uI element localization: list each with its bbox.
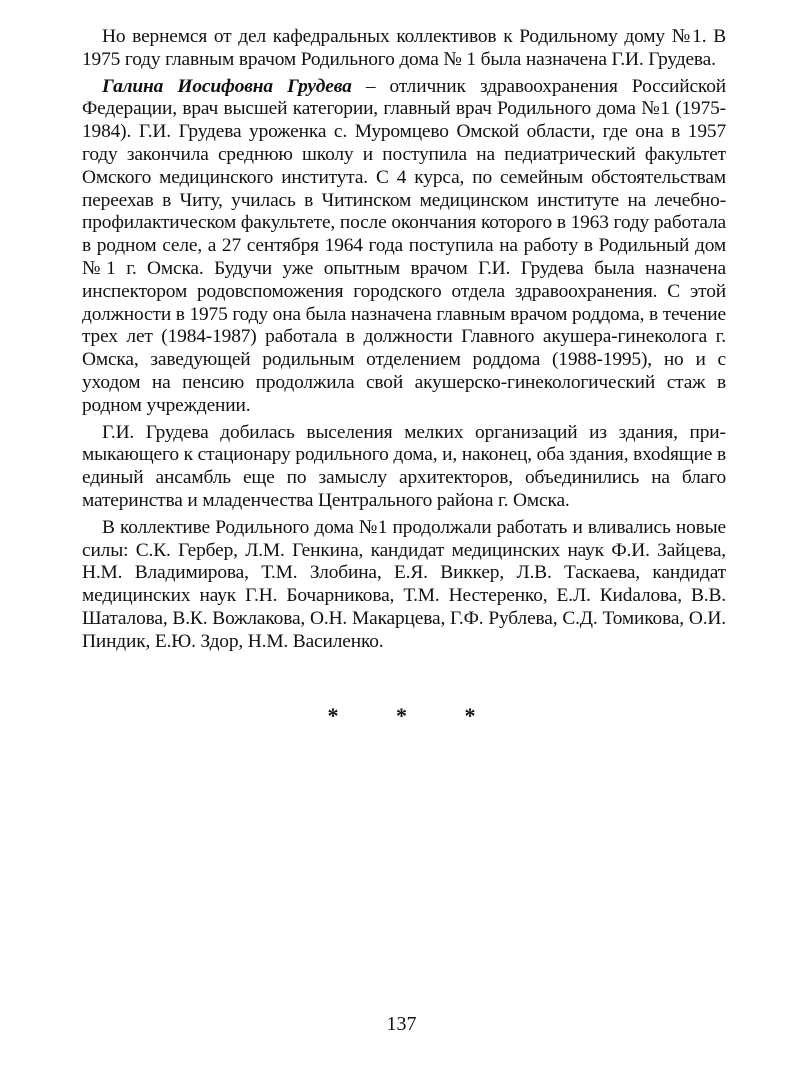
- paragraph-buildings: [82, 422, 726, 513]
- paragraph-text: В коллективе Родильного дома №1 продолжали работать и вливались новые силы: С.К. Гербер, Л.М. Генкина, кандидат медицинских наук Ф.И. Зайцева, Н.М. Владимирова, Т.М. Злобина, Е.Я. Виккер, Л.В. Таскаева, кандидат медицинских наук Г.Н. Бочарникова, Т.М. Нестеренко, Е.Л. Киdалова, В.В. Шаталова, В.К. Вожлакова, О.Н. Макарцева, Г.Ф. Рублева, С.Д. Томикова, О.И. Пиндик, Е.Ю. Здор, Н.М. Василенко.: [82, 516, 726, 652]
- section-separator: * * *: [327, 703, 502, 728]
- body-text: [82, 26, 726, 658]
- paragraph-intro: [82, 26, 726, 72]
- paragraph-text: Г.И. Грудева добилась выселения мелких организаций из здания, примыкающего к стационару родильного дома, и, наконец, оба здания, вхоdящие в единый ансамбль еще по замыслу архитекторов, объединились на благо материнства и младенчества Центрального района г. Омска.: [82, 421, 726, 511]
- paragraph-text: – отличник здравоохранения Российской Федерации, врач высшей категории, главный врач Родильного дома №1 (1975-1984). Г.И. Грудева уроженка с. Муромцево Омской области, где она в 1957 году закончила среднюю школу и поступила на педиатрический факультет Омского медицинского института. С 4 курса, по семейным обстоятельствам переехав в Читу, училась в Читинском медицинском институте на лечебно-профилактическом факультете, после окончания которого в 1963 году работала в родном селе, а 27 сентября 1964 года поступила на работу в Родильный дом №1 г. Омска. Будучи уже опытным врачом Г.И. Грудева была назначена инспектором родовспоможения городского отдела здравоохранения. С этой должности в 1975 году она была назначена главным врачом роддома, в течение трех лет (1984-1987) работала в должности Главного акушера-гинеколога г. Омска, заведующей родильным отделением роддома (1988-1995), но и с уходом на пенсию продолжила свой акушерско-гинекологический стаж в родном учреждении.: [82, 75, 726, 416]
- paragraph-lead: Галина Иосифовна Грудева: [102, 75, 352, 97]
- paragraph-staff: [82, 517, 726, 654]
- page-number: 137: [386, 1013, 417, 1035]
- paragraph-biography: [82, 76, 726, 418]
- paragraph-text: Но вернемся от дел кафедральных коллективов к Родильному дому №1. В 1975 году главным врачом Родильного дома № 1 была назначена Г.И. Грудева.: [82, 26, 726, 70]
